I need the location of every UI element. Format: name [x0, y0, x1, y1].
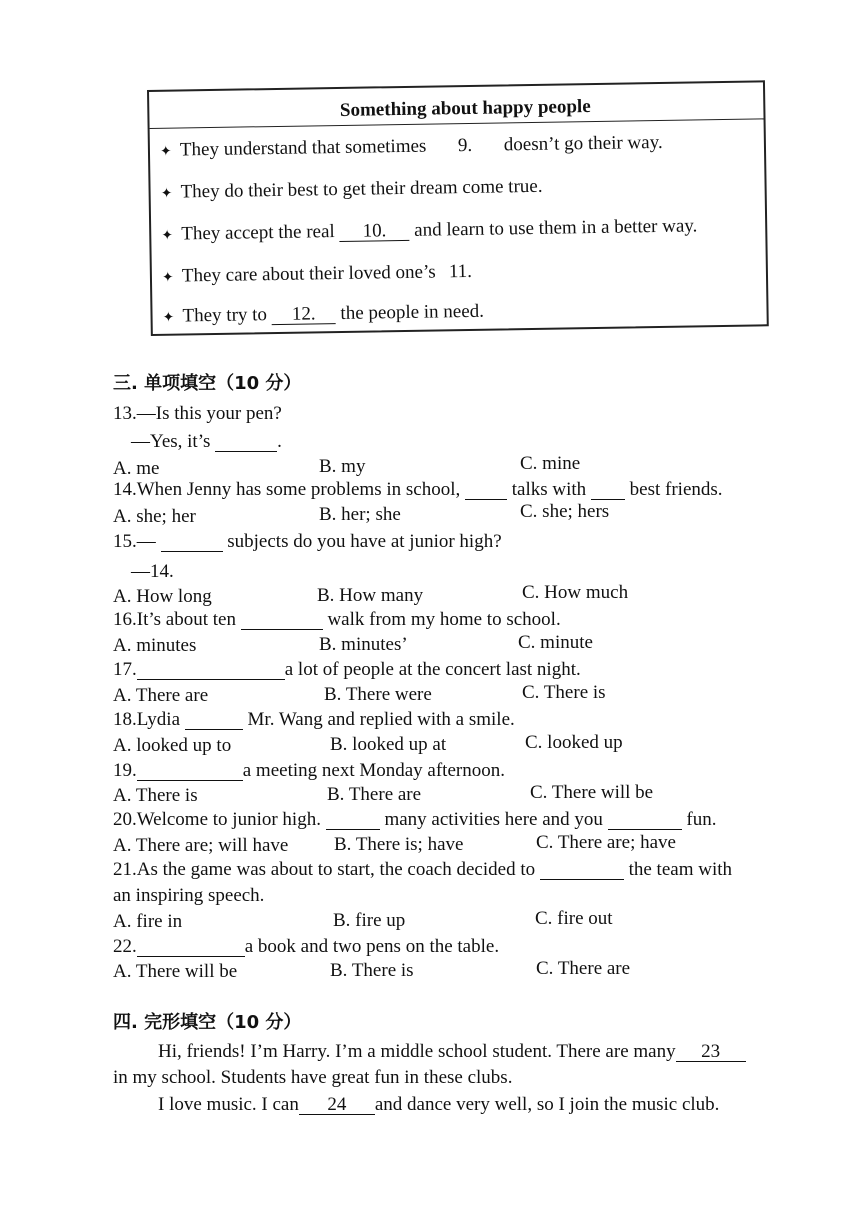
option-b: B. fire up — [333, 910, 406, 931]
table-title: Something about happy people — [149, 82, 764, 129]
option-c: C. There are — [536, 958, 631, 979]
section-heading: 四. 完形填空（10 分） — [113, 1012, 302, 1033]
answer-blank — [137, 761, 243, 781]
question-13-response: —Yes, it’s . — [131, 431, 282, 452]
question-21: 21.As the game was about to start, the coach decided to the team with — [113, 859, 733, 880]
option-a: A. There are — [113, 685, 209, 706]
option-b: B. There were — [324, 684, 432, 705]
summary-table — [147, 80, 769, 336]
blank-number: 11. — [448, 260, 473, 283]
table-row: ✦ They do their best to get their dream come true. — [160, 175, 543, 203]
table-row: ✦ They care about their loved one’s 11. — [162, 261, 481, 288]
option-a: A. There are; will have — [113, 835, 289, 856]
question-19: 19. a meeting next Monday afternoon. — [113, 760, 505, 781]
table-row: ✦ They understand that sometimes 9. doesn’t go their way. — [159, 131, 663, 161]
option-a: A. me — [113, 458, 160, 479]
question-17: 17. a lot of people at the concert last night. — [113, 659, 581, 680]
option-a: A. There is — [113, 785, 198, 806]
option-a: A. she; her — [113, 506, 196, 527]
option-b: B. There is — [330, 960, 414, 981]
question-16: 16.It’s about ten walk from my home to school. — [113, 609, 561, 630]
bullet-icon: ✦ — [161, 228, 174, 244]
answer-blank — [326, 810, 380, 830]
passage-line: in my school. Students have great fun in these clubs. — [113, 1067, 513, 1088]
section-heading: 三. 单项填空（10 分） — [113, 373, 302, 394]
option-c: C. she; hers — [520, 501, 610, 522]
answer-blank — [185, 710, 243, 730]
option-a: A. looked up to — [113, 735, 232, 756]
answer-blank — [137, 937, 245, 957]
option-a: A. fire in — [113, 911, 183, 932]
bullet-icon: ✦ — [161, 270, 174, 286]
answer-blank — [215, 432, 277, 452]
answer-blank — [137, 660, 285, 680]
answer-blank — [591, 480, 625, 500]
option-b: B. How many — [317, 585, 424, 606]
option-c: C. looked up — [525, 732, 623, 753]
table-row: ✦ They accept the real 10. and learn to use them in a better way. — [161, 215, 698, 245]
option-b: B. minutes’ — [319, 634, 408, 655]
option-c: C. There is — [522, 682, 606, 703]
blank-number: 12. — [272, 304, 336, 325]
option-a: A. minutes — [113, 635, 197, 656]
bullet-icon: ✦ — [159, 144, 172, 160]
answer-blank — [241, 610, 323, 630]
option-a: A. There will be — [113, 961, 238, 982]
option-c: C. minute — [518, 632, 593, 653]
bullet-icon: ✦ — [160, 186, 173, 202]
blank-number: 10. — [339, 221, 409, 242]
option-c: C. There are; have — [536, 832, 676, 853]
blank-number: 9. — [457, 134, 473, 157]
passage-line: I love music. I can 24 and dance very well, so I join the music club. — [158, 1094, 720, 1115]
question-20: 20.Welcome to junior high. many activities here and you fun. — [113, 809, 717, 830]
option-c: C. mine — [520, 453, 581, 474]
bullet-icon: ✦ — [162, 310, 175, 326]
blank-number: 24 — [299, 1095, 375, 1115]
question-14: 14.When Jenny has some problems in school, talks with best friends. — [113, 479, 723, 500]
option-c: C. fire out — [535, 908, 613, 929]
option-b: B. There are — [327, 784, 422, 805]
passage-line: Hi, friends! I’m Harry. I’m a middle school student. There are many 23 — [158, 1040, 746, 1064]
answer-blank — [608, 810, 682, 830]
table-row: ✦ They try to 12. the people in need. — [162, 300, 485, 327]
answer-blank — [540, 860, 624, 880]
option-c: C. How much — [522, 582, 629, 603]
option-a: A. How long — [113, 586, 212, 607]
question-13: 13.—Is this your pen? — [113, 403, 282, 424]
question-15: 15.— subjects do you have at junior high? — [113, 531, 502, 552]
option-b: B. my — [319, 456, 366, 477]
option-b: B. There is; have — [334, 834, 464, 855]
answer-blank — [161, 532, 223, 552]
question-15-response: —14. — [131, 561, 174, 582]
option-b: B. her; she — [319, 504, 401, 525]
option-b: B. looked up at — [330, 734, 447, 755]
question-18: 18.Lydia Mr. Wang and replied with a smile. — [113, 709, 515, 730]
answer-blank — [465, 480, 507, 500]
question-21-continued: an inspiring speech. — [113, 885, 265, 906]
blank-number: 23 — [676, 1042, 746, 1062]
question-22: 22. a book and two pens on the table. — [113, 936, 500, 957]
option-c: C. There will be — [530, 782, 654, 803]
